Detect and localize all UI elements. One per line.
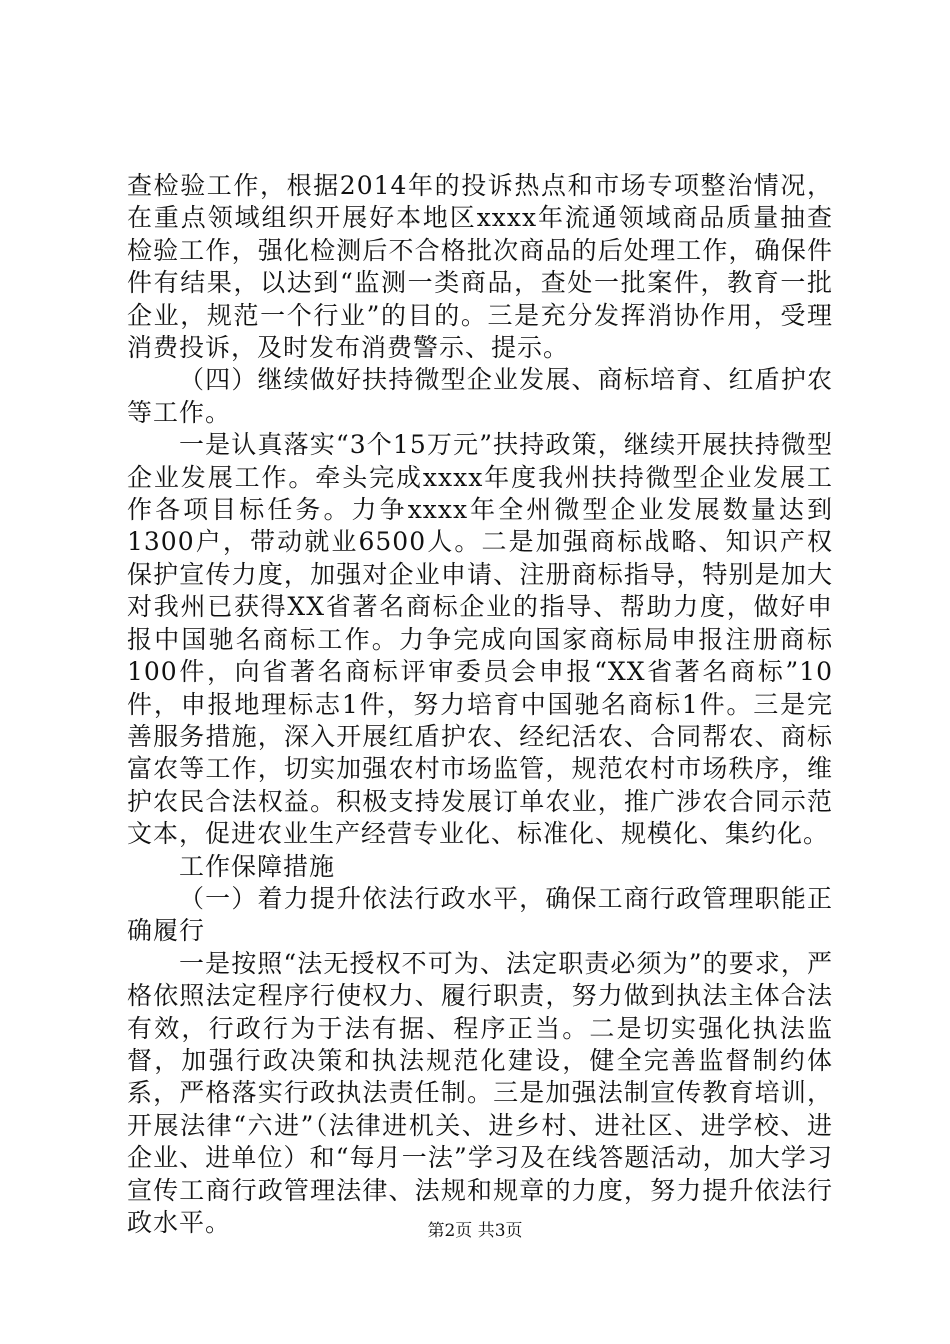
paragraph-microenterprise: 一是认真落实“3个15万元”扶持政策，继续开展扶持微型企业发展工作。牵头完成xxxx年度我州扶持微型企业发展工作各项目标任务。力争xxxx年全州微型企业发展数量达到1300户，带动就业6500人。二是加强商标战略、知识产权保护宣传力度，加强对企业申请、注册商标指导，特别是加大对我州已获得XX省著名商标企业的指导、帮助力度，做好申报中国驰名商标工作。力争完成向国家商标局申报注册商标100件，向省著名商标评审委员会申报“XX省著名商标”10件，申报地理标志1件，努力培育中国驰名商标1件。三是完善服务措施，深入开展红盾护农、经纪活农、合同帮农、商标富农等工作，切实加强农村市场监管，规范农村市场秩序，维护农民合法权益。积极支持发展订单农业，推广涉农合同示范文本，促进农业生产经营专业化、标准化、规模化、集约化。: [127, 430, 833, 849]
section-heading-measures: 工作保障措施: [179, 851, 336, 881]
page-number-footer: 第2页 共3页: [427, 1221, 523, 1241]
paragraph-continuation: 查检验工作，根据2014年的投诉热点和市场专项整治情况，在重点领域组织开展好本地区xxxx年流通领域商品质量抽查检验工作，强化检测后不合格批次商品的后处理工作，确保件件有结果，以达到“监测一类商品，查处一批案件，教育一批企业，规范一个行业”的目的。三是充分发挥消协作用，受理消费投诉，及时发布消费警示、提示。: [127, 171, 833, 363]
section-heading-1: （一）着力提升依法行政水平，确保工商行政管理职能正确履行: [127, 883, 833, 946]
section-heading-4: （四）继续做好扶持微型企业发展、商标培育、红盾护农等工作。: [127, 365, 833, 427]
paragraph-law-administration: 一是按照“法无授权不可为、法定职责必须为”的要求，严格依照法定程序行使权力、履行职责，努力做到执法主体合法有效，行政行为于法有据、程序正当。二是切实强化执法监督，加强行政决策和执法规范化建设，健全完善监督制约体系，严格落实行政执法责任制。三是加强法制宣传教育培训，开展法律“六进”（法律进机关、进乡村、进社区、进学校、进企业、进单位）和“每月一法”学习及在线答题活动，加大学习宣传工商行政管理法律、法规和规章的力度，努力提升依法行政水平。: [127, 948, 833, 1237]
document-body: [127, 170, 833, 1239]
